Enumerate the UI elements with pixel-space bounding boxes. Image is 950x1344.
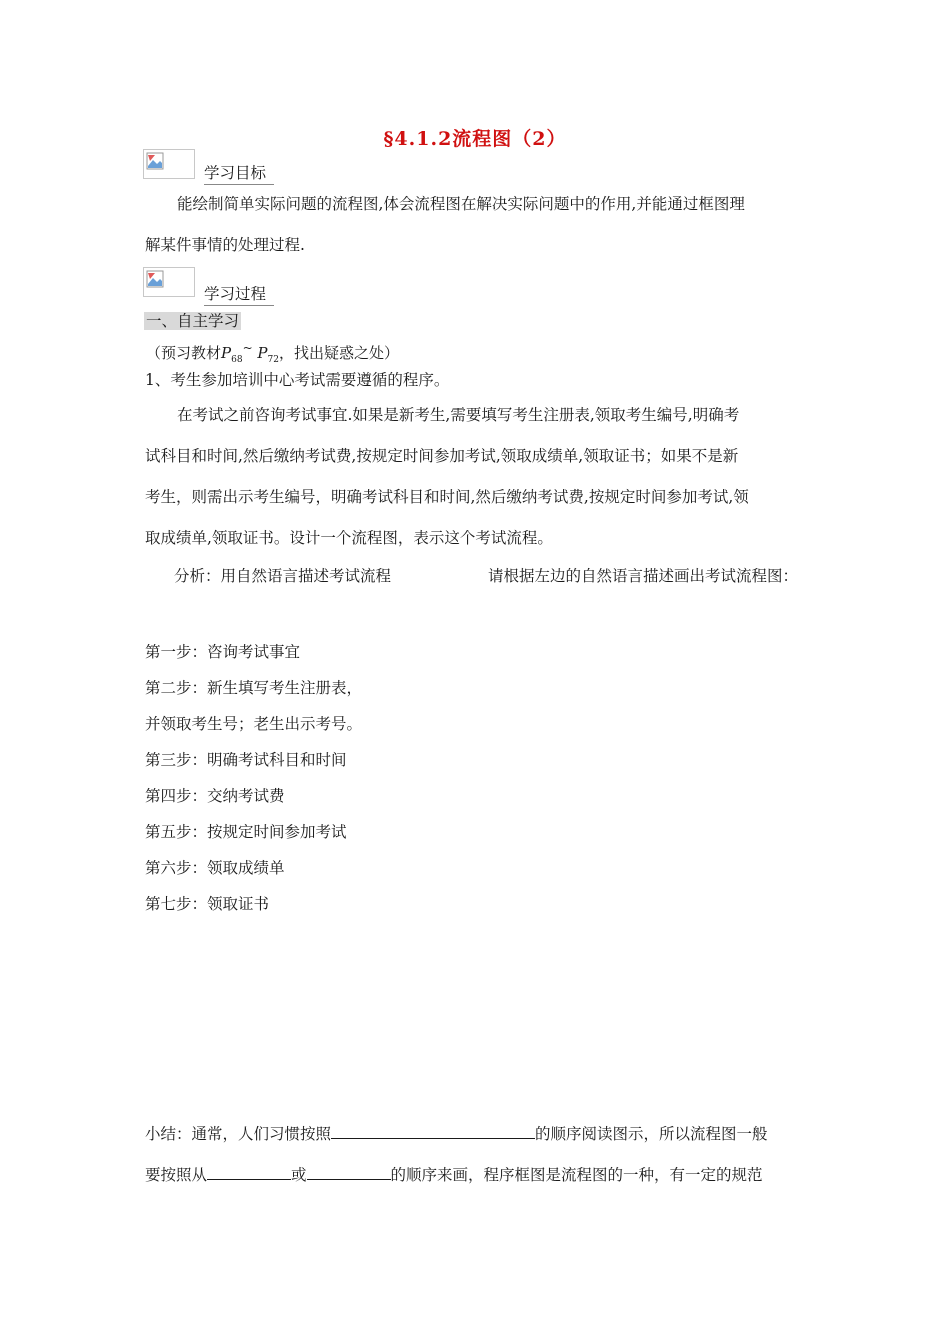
broken-image-icon [143,149,195,179]
section-process-label [204,282,266,304]
problem-line4: 取成绩单,领取证书。设计一个流程图，表示这个考试流程。 [145,529,553,547]
fill-blank[interactable] [307,1163,391,1180]
preview-note [146,338,399,370]
part1-heading-text: 一、自主学习 [146,312,240,330]
step-item: 第四步：交纳考试费 [145,787,285,805]
preview-p2-sub: 72 [267,355,279,365]
preview-p1: P [221,344,232,362]
summary-line1 [145,1122,768,1144]
summary-line2-b: 或 [291,1166,307,1184]
preview-prefix: （预习教材 [146,344,222,362]
broken-image-icon [143,267,195,297]
summary-line2-a: 要按照从 [145,1166,208,1184]
fill-blank[interactable] [331,1122,535,1139]
section-process-text: 学习过程 [204,285,267,303]
step-item: 并领取考生号；老生出示考号。 [145,715,363,733]
goal-text-line1: 能绘制简单实际问题的流程图,体会流程图在解决实际问题中的作用,并能通过框图理 [177,195,745,213]
summary-line1-b: 的顺序阅读图示，所以流程图一般 [535,1125,768,1143]
problem-line1: 在考试之前咨询考试事宜.如果是新考生,需要填写考生注册表,领取考生编号,明确考 [177,406,740,424]
analysis-left: 分析：用自然语言描述考试流程 [174,567,392,585]
step-item: 第二步：新生填写考生注册表， [145,679,363,697]
page-title: §4.1.2流程图（2） [383,128,567,150]
section-goal-text: 学习目标 [204,164,267,182]
fill-blank[interactable] [207,1163,291,1180]
summary-line2-c: 的顺序来画，程序框图是流程图的一种，有一定的规范 [390,1166,763,1184]
summary-line1-a: 小结：通常，人们习惯按照 [145,1125,332,1143]
step-item: 第六步：领取成绩单 [145,859,285,877]
goal-text-line2: 解某件事情的处理过程. [145,236,305,254]
step-item: 第五步：按规定时间参加考试 [145,823,347,841]
section-goal-label [204,161,266,183]
preview-p2: P [257,344,268,362]
problem-title: 1、考生参加培训中心考试需要遵循的程序。 [145,371,450,389]
part1-heading [144,311,241,331]
step-item: 第一步：咨询考试事宜 [145,643,301,661]
step-item: 第七步：领取证书 [145,895,270,913]
analysis-right: 请根据左边的自然语言描述画出考试流程图： [488,567,799,585]
preview-p1-sub: 68 [231,355,243,365]
summary-line2 [145,1163,763,1185]
step-item: 第三步：明确考试科目和时间 [145,751,347,769]
problem-line3: 考生，则需出示考生编号，明确考试科目和时间,然后缴纳考试费,按规定时间参加考试,领 [145,488,749,506]
preview-suffix: ，找出疑惑之处） [278,344,399,362]
problem-line2: 试科目和时间,然后缴纳考试费,按规定时间参加考试,领取成绩单,领取证书；如果不是新 [145,447,739,465]
preview-tilde: ~ [242,341,253,355]
